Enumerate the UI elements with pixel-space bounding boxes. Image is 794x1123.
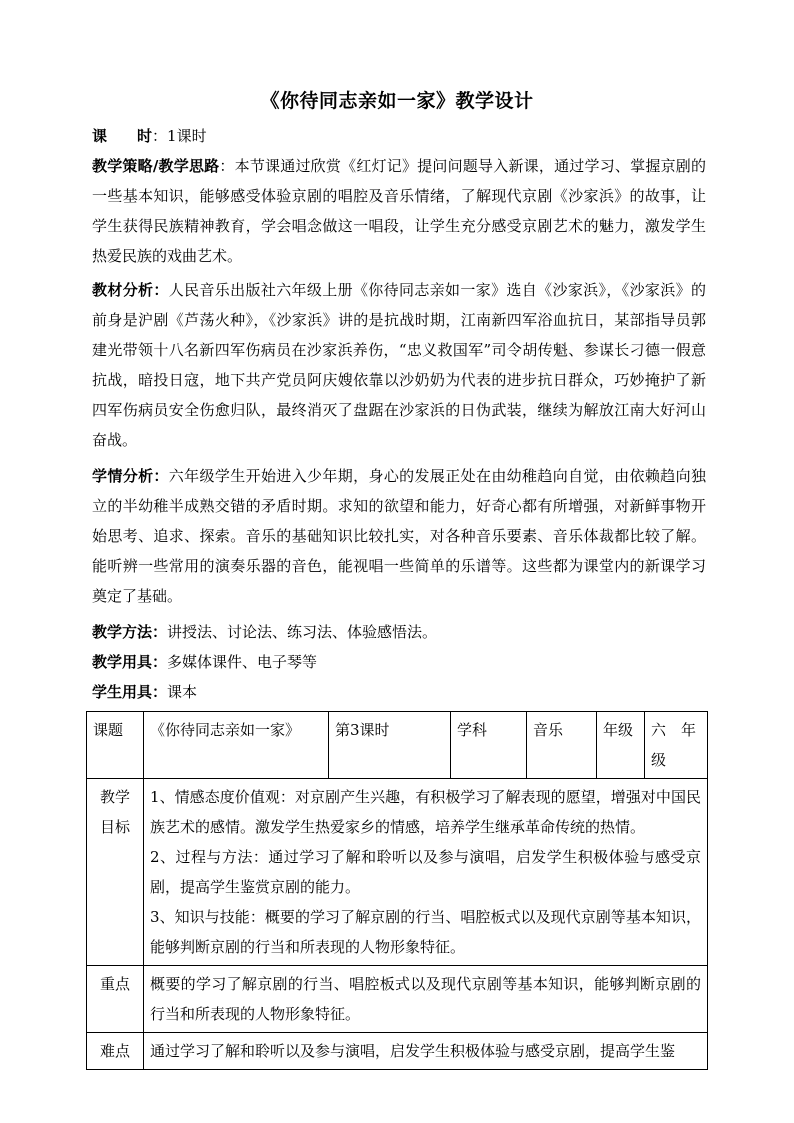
class-hours-line [92,121,706,151]
document-title: 《你待同志亲如一家》教学设计 [260,90,534,112]
grade-value-cell: 六 年级 [645,712,708,779]
objectives-row [87,779,708,966]
objective-item: 2、过程与方法：通过学习了解和聆听以及参与演唱，启发学生积极体验与感受京剧，提高学生鉴赏京剧的能力。 [150,848,701,896]
student-analysis-paragraph [92,461,706,611]
teaching-method-label: 教学方法： [92,623,168,641]
teaching-method-text: 讲授法、讨论法、练习法、体验感悟法。 [167,623,438,641]
teaching-tools-label: 教学用具： [92,653,168,671]
objectives-content-cell [144,779,708,966]
objectives-label-cell: 教学目标 [87,779,144,966]
student-tools-label: 学生用具： [92,683,168,701]
objective-item: 1、情感态度价值观：对京剧产生兴趣，有积极学习了解表现的愿望，增强对中国民族艺术的感情。激发学生热爱家乡的情感，培养学生继承革命传统的热情。 [150,788,701,836]
difficulties-content-cell: 通过学习了解和聆听以及参与演唱，启发学生积极体验与感受京剧，提高学生鉴 [144,1033,708,1070]
strategy-label: 教学策略/教学思路 [92,157,220,175]
lesson-number-cell: 第3课时 [329,712,451,779]
student-analysis-label: 学情分析： [92,467,169,485]
student-tools-line [92,677,706,707]
topic-value-cell: 《你待同志亲如一家》 [144,712,329,779]
key-points-label-cell: 重点 [87,966,144,1033]
key-points-row [87,966,708,1033]
objective-item: 3、知识与技能：概要的学习了解京剧的行当、唱腔板式以及现代京剧等基本知识，能够判断京剧的行当和所表现的人物形象特征。 [150,908,701,956]
material-analysis-paragraph [92,275,706,455]
topic-label-cell: 课题 [87,712,144,779]
class-hours-value: ：1课时 [152,127,207,145]
student-tools-text: 课本 [167,683,198,701]
grade-label-cell: 年级 [597,712,645,779]
class-hours-label: 课 [92,127,108,145]
difficulties-row [87,1033,708,1070]
student-analysis-text: 六年级学生开始进入少年期，身心的发展正处在由幼稚趋向自觉，由依赖趋向独立的半幼稚半成熟交错的矛盾时期。求知的欲望和能力，好奇心都有所增强，对新鲜事物开始思考、追求、探索。音乐的基础知识比较扎实，对各种音乐要素、音乐体裁都比较了解。能听辨一些常用的演奏乐器的音色，能视唱一些简单的乐谱等。这些都为课堂内的新课学习奠定了基础。 [92,467,706,605]
strategy-text: ：本节课通过欣赏《红灯记》提问问题导入新课，通过学习、掌握京剧的一些基本知识，能够感受体验京剧的唱腔及音乐情绪，了解现代京剧《沙家浜》的故事，让学生获得民族精神教育，学会唱念做这一唱段，让学生充分感受京剧艺术的魅力，激发学生热爱民族的戏曲艺术。 [92,157,706,265]
class-hours-label-2: 时 [137,127,153,145]
subject-label-cell: 学科 [451,712,527,779]
material-analysis-text: 人民音乐出版社六年级上册《你待同志亲如一家》选自《沙家浜》，《沙家浜》的前身是沪剧《芦荡火种》，《沙家浜》讲的是抗战时期，江南新四军浴血抗日，某部指导员郭建光带领十八名新四军伤病员在沙家浜养伤，“忠义救国军”司令胡传魁、参谋长刁德一假意抗战，暗投日寇，地下共产党员阿庆嫂依靠以沙奶奶为代表的进步抗日群众，巧妙掩护了新四军伤病员安全伤愈归队，最终消灭了盘踞在沙家浜的日伪武装，继续为解放江南大好河山奋战。 [92,281,706,449]
difficulties-label-cell: 难点 [87,1033,144,1070]
strategy-paragraph [92,151,706,271]
lesson-table [86,711,708,1070]
teaching-tools-text: 多媒体课件、电子琴等 [167,653,318,671]
teaching-tools-line [92,647,706,677]
key-points-content-cell: 概要的学习了解京剧的行当、唱腔板式以及现代京剧等基本知识，能够判断京剧的行当和所表现的人物形象特征。 [144,966,708,1033]
table-header-row [87,712,708,779]
teaching-method-line [92,617,706,647]
material-analysis-label: 教材分析： [92,281,169,299]
subject-value-cell: 音乐 [527,712,597,779]
